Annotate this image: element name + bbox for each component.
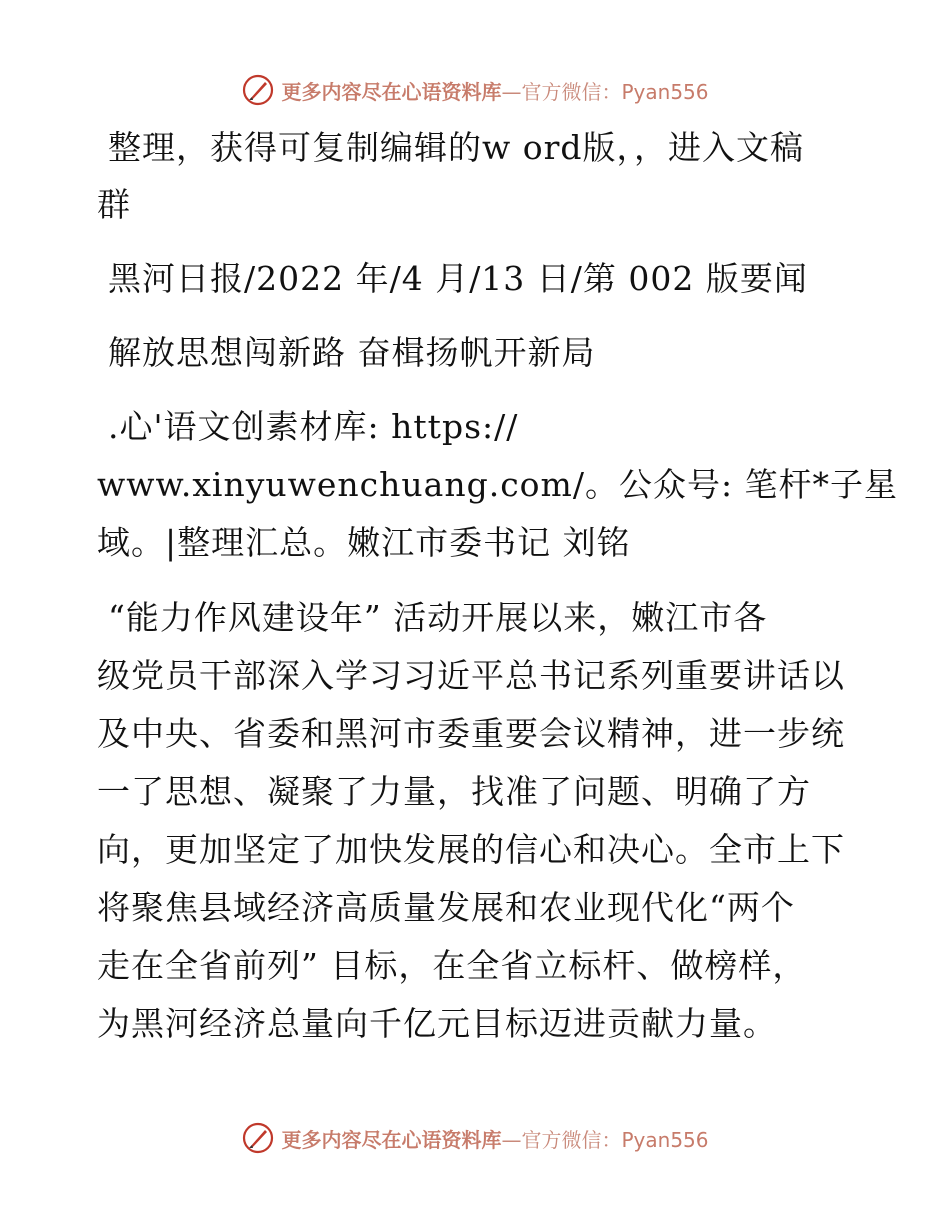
watermark-text: 更多内容尽在心语资料库—官方微信：Pyan556 [281, 79, 709, 104]
body-line: “能力作风建设年” 活动开展以来，嫩江市各 [108, 598, 768, 637]
body-line: 一了思想、凝聚了力量，找准了问题、明确了方 [97, 772, 811, 811]
body-line: 级党员干部深入学习习近平总书记系列重要讲话以 [97, 656, 845, 695]
credit-line-1: .心'语文创素材库: https:// [108, 407, 519, 446]
body-line: 走在全省前列” 目标，在全省立标杆、做榜样， [97, 946, 807, 985]
body-line: 及中央、省委和黑河市委重要会议精神，进一步统 [97, 714, 845, 753]
body-line: 将聚焦县域经济高质量发展和农业现代化“两个 [97, 888, 795, 927]
header-watermark [0, 70, 950, 110]
intro-line-2: 群 [97, 185, 131, 224]
body-line: 向，更加坚定了加快发展的信心和决心。全市上下 [97, 830, 845, 869]
source-line: 黑河日报/2022 年/4 月/13 日/第 002 版要闻 [108, 259, 808, 298]
footer-watermark [0, 1118, 950, 1158]
quill-logo-icon [241, 73, 275, 107]
intro-line-1: 整理，获得可复制编辑的w ord版，，进入文稿 [108, 128, 805, 167]
quill-logo-icon [241, 1121, 275, 1155]
credit-line-2: www.xinyuwenchuang.com/。公众号: 笔杆*子星 [97, 465, 899, 504]
credit-line-3: 域。|整理汇总。嫩江市委书记 刘铭 [97, 523, 631, 562]
body-line: 为黑河经济总量向千亿元目标迈进贡献力量。 [97, 1004, 777, 1043]
watermark-text: 更多内容尽在心语资料库—官方微信：Pyan556 [281, 1127, 709, 1152]
headline: 解放思想闯新路 奋楫扬帆开新局 [108, 333, 596, 372]
